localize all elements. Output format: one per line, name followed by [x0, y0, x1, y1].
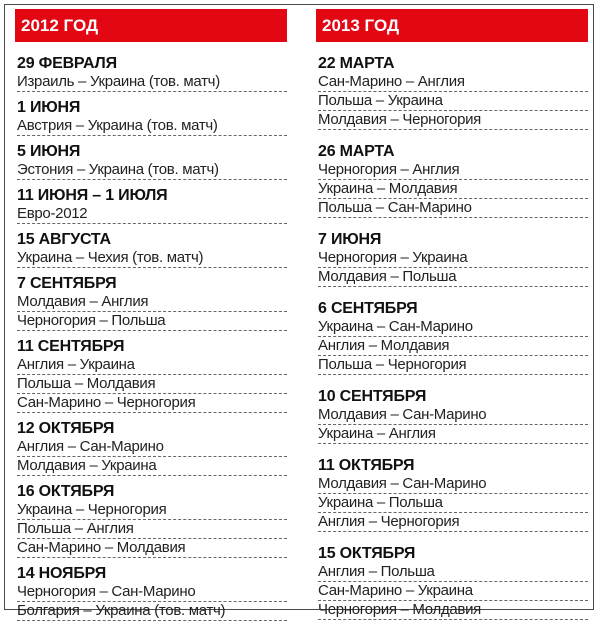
match-date: 10 СЕНТЯБРЯ [318, 388, 427, 405]
schedule-entry [318, 230, 588, 287]
entries-2012 [15, 42, 287, 621]
match-row: Украина – Сан-Марино [318, 318, 588, 337]
match-row: Молдавия – Черногория [318, 111, 588, 130]
match-date: 16 ОКТЯБРЯ [17, 483, 115, 500]
match-date: 7 ИЮНЯ [318, 231, 382, 248]
match-row: Евро-2012 [17, 205, 287, 224]
schedule-entry [17, 419, 287, 476]
match-date: 1 ИЮНЯ [17, 99, 81, 116]
entries-2013 [316, 42, 588, 620]
match-row: Молдавия – Украина [17, 457, 287, 476]
match-row: Польша – Черногория [318, 356, 588, 375]
schedule-entry [17, 482, 287, 558]
match-row: Англия – Молдавия [318, 337, 588, 356]
match-row: Черногория – Польша [17, 312, 287, 331]
match-date: 5 ИЮНЯ [17, 143, 81, 160]
match-row: Англия – Украина [17, 356, 287, 375]
schedule-entry [318, 387, 588, 444]
match-date: 14 НОЯБРЯ [17, 565, 107, 582]
match-row: Черногория – Молдавия [318, 601, 588, 620]
match-row: Польша – Украина [318, 92, 588, 111]
match-row: Молдавия – Сан-Марино [318, 406, 588, 425]
match-row: Англия – Польша [318, 563, 588, 582]
year-header-2013: 2013 ГОД [316, 9, 588, 42]
schedule-entry [17, 142, 287, 180]
match-date: 26 МАРТА [318, 143, 395, 160]
match-date: 6 СЕНТЯБРЯ [318, 300, 418, 317]
schedule-entry [17, 274, 287, 331]
match-date: 15 АВГУСТА [17, 231, 111, 248]
match-date: 11 ИЮНЯ – 1 ИЮЛЯ [17, 187, 168, 204]
match-row: Украина – Польша [318, 494, 588, 513]
match-row: Сан-Марино – Англия [318, 73, 588, 92]
schedule-entry [17, 564, 287, 621]
column-2012 [15, 5, 287, 627]
match-row: Черногория – Англия [318, 161, 588, 180]
match-row: Украина – Англия [318, 425, 588, 444]
match-date: 11 СЕНТЯБРЯ [17, 338, 125, 355]
match-row: Польша – Сан-Марино [318, 199, 588, 218]
schedule-entry [17, 186, 287, 224]
match-row: Эстония – Украина (тов. матч) [17, 161, 287, 180]
match-row: Англия – Черногория [318, 513, 588, 532]
match-row: Черногория – Украина [318, 249, 588, 268]
match-row: Сан-Марино – Молдавия [17, 539, 287, 558]
match-date: 15 ОКТЯБРЯ [318, 545, 416, 562]
match-row: Молдавия – Польша [318, 268, 588, 287]
year-header-2012: 2012 ГОД [15, 9, 287, 42]
match-row: Австрия – Украина (тов. матч) [17, 117, 287, 136]
match-row: Украина – Черногория [17, 501, 287, 520]
match-row: Молдавия – Сан-Марино [318, 475, 588, 494]
match-date: 12 ОКТЯБРЯ [17, 420, 115, 437]
match-row: Израиль – Украина (тов. матч) [17, 73, 287, 92]
match-row: Болгария – Украина (тов. матч) [17, 602, 287, 621]
schedule-table [4, 4, 594, 619]
match-row: Сан-Марино – Украина [318, 582, 588, 601]
match-row: Черногория – Сан-Марино [17, 583, 287, 602]
match-row: Польша – Англия [17, 520, 287, 539]
match-row: Украина – Чехия (тов. матч) [17, 249, 287, 268]
schedule-entry [318, 456, 588, 532]
match-date: 22 МАРТА [318, 55, 395, 72]
schedule-entry [17, 54, 287, 92]
schedule-entry [318, 142, 588, 218]
schedule-entry [318, 544, 588, 620]
match-row: Украина – Молдавия [318, 180, 588, 199]
schedule-entry [17, 98, 287, 136]
match-row: Польша – Молдавия [17, 375, 287, 394]
schedule-entry [17, 337, 287, 413]
match-row: Сан-Марино – Черногория [17, 394, 287, 413]
column-2013 [316, 5, 588, 632]
schedule-entry [318, 54, 588, 130]
match-date: 7 СЕНТЯБРЯ [17, 275, 117, 292]
match-date: 29 ФЕВРАЛЯ [17, 55, 117, 72]
match-row: Молдавия – Англия [17, 293, 287, 312]
schedule-entry [17, 230, 287, 268]
match-row: Англия – Сан-Марино [17, 438, 287, 457]
match-date: 11 ОКТЯБРЯ [318, 457, 415, 474]
schedule-entry [318, 299, 588, 375]
